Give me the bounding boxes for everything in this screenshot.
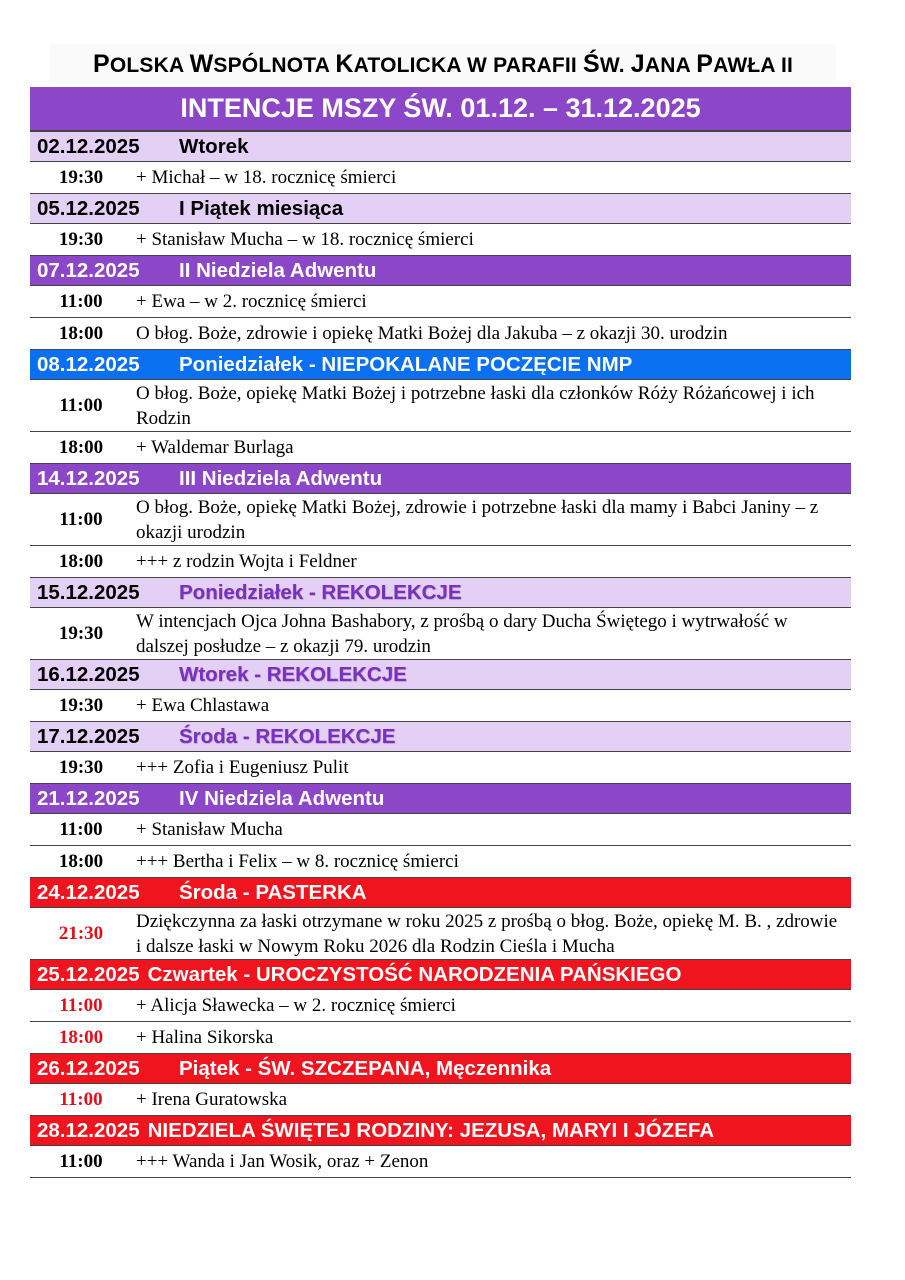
heading-word: POLSKA — [92, 50, 190, 78]
heading-word: JANA — [630, 50, 697, 78]
day-header — [30, 1054, 851, 1084]
day-date: 17.12.2025 — [37, 725, 140, 748]
mass-intention: + Alicja Sławecka – w 2. rocznicę śmierci — [136, 995, 456, 1016]
day-date: 08.12.2025 — [37, 353, 140, 376]
parish-heading — [50, 44, 836, 84]
mass-row — [30, 162, 851, 194]
mass-time: 21:30 — [58, 922, 104, 944]
mass-row — [30, 608, 851, 660]
day-date: 26.12.2025 — [37, 1057, 140, 1080]
mass-time: 11:00 — [59, 508, 103, 530]
day-header — [30, 784, 851, 814]
mass-intention: +++ Bertha i Felix – w 8. rocznicę śmierci — [136, 851, 459, 872]
mass-row — [30, 690, 851, 722]
day-header — [30, 194, 851, 224]
day-date: 14.12.2025 — [37, 467, 140, 490]
day-date: 28.12.2025 — [37, 1119, 140, 1142]
day-header — [30, 878, 851, 908]
day-header — [30, 464, 851, 494]
day-label: III Niedziela Adwentu — [179, 467, 383, 490]
heading-word: ŚW. — [582, 50, 631, 78]
heading-word: PAWŁA II — [696, 50, 794, 78]
day-label: Środa - REKOLEKCJE — [179, 725, 396, 748]
mass-row — [30, 380, 851, 432]
mass-time: 18:00 — [58, 850, 104, 872]
page-title: INTENCJE MSZY ŚW. 01.12. – 31.12.2025 — [30, 87, 851, 132]
day-label: Środa - PASTERKA — [179, 881, 367, 904]
day-label: NIEDZIELA ŚWIĘTEJ RODZINY: JEZUSA, MARYI I JÓZEFA — [147, 1119, 715, 1142]
day-date: 24.12.2025 — [37, 881, 140, 904]
mass-time: 11:00 — [59, 818, 103, 840]
mass-intention: O błog. Boże, opiekę Matki Bożej, zdrowie i potrzebne łaski dla mamy i Babci Janiny – z okazji urodzin — [136, 496, 819, 543]
day-label: Piątek - ŚW. SZCZEPANA, Męczennika — [179, 1057, 552, 1080]
mass-intention: Dziękczynna za łaski otrzymane w roku 2025 z prośbą o błog. Boże, opiekę M. B. , zdrowie i dalsze łaski w Nowym Roku 2026 dla Rodzin Cieśla i Mucha — [136, 910, 838, 957]
mass-time: 11:00 — [59, 290, 103, 312]
day-label: II Niedziela Adwentu — [179, 259, 377, 282]
mass-time: 18:00 — [58, 1026, 104, 1048]
mass-row — [30, 224, 851, 256]
mass-intention: W intencjach Ojca Johna Bashabory, z prośbą o dary Ducha Świętego i wytrwałość w dalszej posłudze – z okazji 79. urodzin — [136, 610, 788, 657]
day-label: IV Niedziela Adwentu — [179, 787, 385, 810]
day-date: 15.12.2025 — [37, 581, 140, 604]
mass-time: 19:30 — [58, 622, 104, 644]
day-label: Czwartek - UROCZYSTOŚĆ NARODZENIA PAŃSKIEGO — [147, 963, 682, 986]
day-header — [30, 132, 851, 162]
day-header — [30, 960, 851, 990]
mass-time: 19:30 — [58, 694, 104, 716]
mass-intention: O błog. Boże, opiekę Matki Bożej i potrzebne łaski dla członków Róży Różańcowej i ich Rodzin — [136, 382, 815, 429]
mass-time: 11:00 — [59, 394, 103, 416]
mass-row — [30, 1146, 851, 1178]
day-header — [30, 350, 851, 380]
day-date: 25.12.2025 — [37, 963, 140, 986]
mass-time: 18:00 — [58, 550, 104, 572]
day-label: I Piątek miesiąca — [179, 197, 344, 220]
mass-time: 19:30 — [58, 756, 104, 778]
mass-time: 11:00 — [59, 994, 103, 1016]
day-header — [30, 722, 851, 752]
mass-intention: + Stanisław Mucha — [136, 819, 283, 840]
mass-row — [30, 814, 851, 846]
heading-word: KATOLICKA W PARAFII — [335, 50, 583, 78]
mass-row — [30, 908, 851, 960]
mass-row — [30, 286, 851, 318]
mass-intention: + Michał – w 18. rocznicę śmierci — [136, 167, 397, 188]
mass-intention: + Stanisław Mucha – w 18. rocznicę śmierci — [136, 229, 474, 250]
mass-intention: + Waldemar Burlaga — [136, 437, 294, 458]
mass-time: 19:30 — [58, 166, 104, 188]
mass-row — [30, 494, 851, 546]
day-header — [30, 256, 851, 286]
mass-intention: + Irena Guratowska — [136, 1089, 288, 1110]
day-header — [30, 1116, 851, 1146]
mass-row — [30, 846, 851, 878]
mass-time: 11:00 — [59, 1150, 103, 1172]
day-date: 16.12.2025 — [37, 663, 140, 686]
day-header — [30, 660, 851, 690]
day-label: Wtorek — [179, 135, 249, 158]
day-header — [30, 578, 851, 608]
mass-row — [30, 1084, 851, 1116]
mass-intention: + Ewa – w 2. rocznicę śmierci — [136, 291, 367, 312]
mass-row — [30, 432, 851, 464]
day-label: Poniedziałek - REKOLEKCJE — [179, 581, 462, 604]
day-label: Wtorek - REKOLEKCJE — [179, 663, 407, 686]
mass-intention: + Halina Sikorska — [136, 1027, 274, 1048]
day-date: 05.12.2025 — [37, 197, 140, 220]
mass-row — [30, 318, 851, 350]
mass-intention: +++ Wanda i Jan Wosik, oraz + Zenon — [136, 1151, 429, 1172]
mass-intention: + Ewa Chlastawa — [136, 695, 270, 716]
day-date: 02.12.2025 — [37, 135, 140, 158]
mass-time: 19:30 — [58, 228, 104, 250]
mass-row — [30, 1022, 851, 1054]
mass-intention: O błog. Boże, zdrowie i opiekę Matki Bożej dla Jakuba – z okazji 30. urodzin — [136, 323, 728, 344]
mass-row — [30, 752, 851, 784]
mass-row — [30, 546, 851, 578]
heading-word: WSPÓLNOTA — [189, 50, 336, 78]
mass-row — [30, 990, 851, 1022]
intentions-table — [30, 87, 851, 1178]
mass-time: 18:00 — [58, 322, 104, 344]
mass-intention: +++ z rodzin Wojta i Feldner — [136, 551, 357, 572]
day-date: 07.12.2025 — [37, 259, 140, 282]
mass-time: 11:00 — [59, 1088, 103, 1110]
day-label: Poniedziałek - NIEPOKALANE POCZĘCIE NMP — [179, 353, 633, 376]
day-date: 21.12.2025 — [37, 787, 140, 810]
mass-intention: +++ Zofia i Eugeniusz Pulit — [136, 757, 349, 778]
mass-time: 18:00 — [58, 436, 104, 458]
